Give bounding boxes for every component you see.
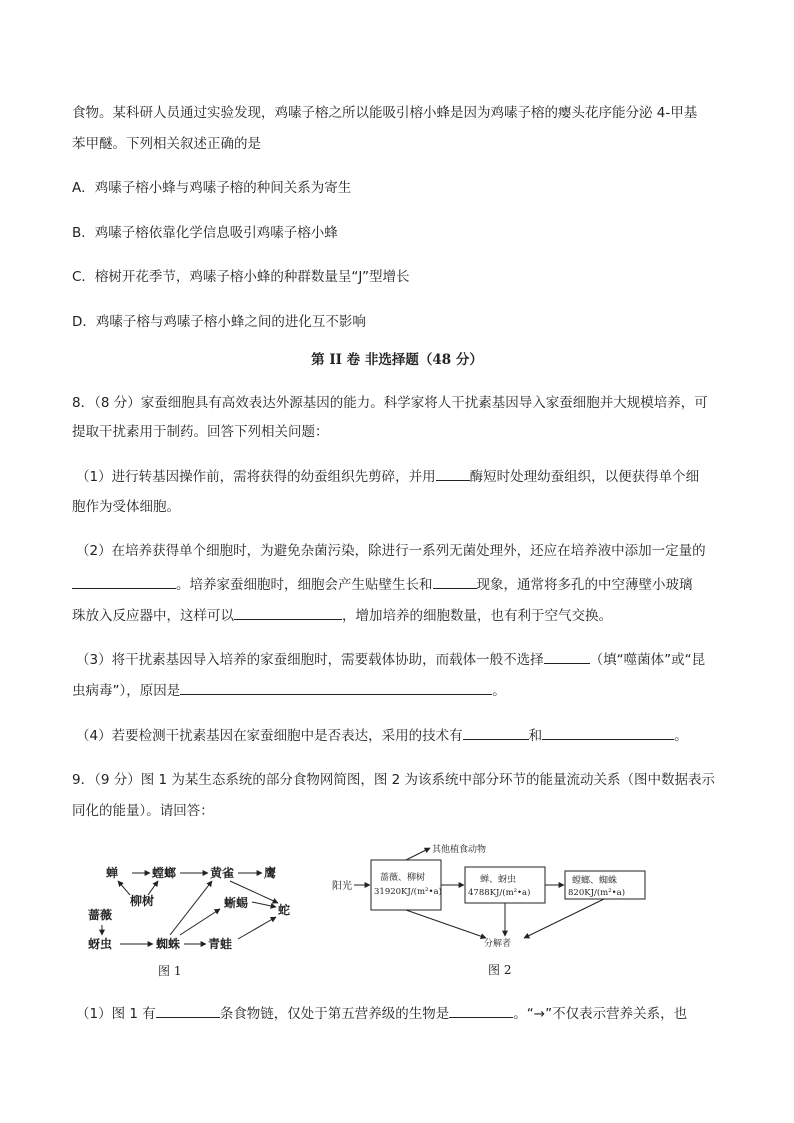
q9-part1-text-b: 条食物链，仅处于第五营养级的生物是 xyxy=(219,1006,450,1022)
fw-mantis: 螳螂 xyxy=(152,866,177,880)
producer-name: 蔷薇、柳树 xyxy=(380,873,426,883)
q8-part3-text-d: 。 xyxy=(492,683,506,699)
q8-part2-text-d: ，增加培养的细胞数量，也有利于空气交换。 xyxy=(342,608,612,624)
fw-frog: 青蛙 xyxy=(208,937,233,951)
q8-part4-text-c: 。 xyxy=(674,728,688,744)
q7-stem-line1: 食物。某科研人员通过实验发现，鸡嗉子榕之所以能吸引榕小蜂是因为鸡嗉子榕的瘿头花序能分泌 4-甲基 xyxy=(72,105,698,121)
fw-oriole: 黄雀 xyxy=(210,866,235,880)
answer-blank[interactable] xyxy=(544,649,590,664)
fw-spider: 蜘蛛 xyxy=(156,937,181,951)
fw-cicada: 蝉 xyxy=(106,866,119,880)
q8-part4-line1 xyxy=(76,725,732,746)
q8-part1-text-a: （1）进行转基因操作前，需将获得的幼蚕组织先剪碎，并用 xyxy=(76,469,436,485)
q8-part2-text-a: 。培养家蚕细胞时，细胞会产生贴壁生长和 xyxy=(176,577,433,593)
answer-blank[interactable] xyxy=(542,725,674,740)
q7-option-c: C．榕树开花季节，鸡嗉子榕小蜂的种群数量呈“J”型增长 xyxy=(72,269,410,285)
secondary-consumer-value: 820KJ/(m²•a) xyxy=(568,888,626,898)
q9-intro-line1: 9．（9 分）图 1 为某生态系统的部分食物网简图，图 2 为该系统中部分环节的能量流动关系（图中数据表示 xyxy=(72,772,716,788)
q9-intro-line2: 同化的能量）。请回答： xyxy=(72,803,214,819)
q7-stem-line2: 苯甲醚。下列相关叙述正确的是 xyxy=(72,136,261,152)
q8-part1-line2: 胞作为受体细胞。 xyxy=(72,499,180,515)
q8-part2-text-c: 珠放入反应器中，这样可以 xyxy=(72,608,234,624)
q9-part1-line1 xyxy=(76,1003,732,1024)
q8-part3-line2 xyxy=(72,680,728,701)
fw-lizard: 蜥蜴 xyxy=(224,896,249,910)
q8-part1-line1 xyxy=(76,466,732,487)
producer-box xyxy=(371,860,441,910)
q8-part3-text-b: （填“噬菌体”或“昆 xyxy=(589,652,706,668)
q8-part3-line1 xyxy=(76,649,732,670)
sunlight-label: 阳光 xyxy=(332,881,352,892)
answer-blank[interactable] xyxy=(72,574,176,589)
fw-rose: 蔷薇 xyxy=(88,908,113,922)
decomposers-label: 分解者 xyxy=(484,939,512,949)
answer-blank[interactable] xyxy=(449,1003,513,1018)
q8-part4-text-b: 和 xyxy=(528,728,543,744)
q8-part1-text-b: 酶短时处理幼蚕组织，以便获得单个细 xyxy=(469,469,700,485)
answer-blank[interactable] xyxy=(463,725,529,740)
q8-part3-text-a: （3）将干扰素基因导入培养的家蚕细胞时，需要载体协助，而载体一般不选择 xyxy=(76,652,544,668)
answer-blank[interactable] xyxy=(180,680,492,695)
fw-eagle: 鹰 xyxy=(264,866,277,880)
primary-consumer-name: 蝉、蚜虫 xyxy=(480,875,517,885)
answer-blank[interactable] xyxy=(156,1003,220,1018)
fig2-caption: 图 2 xyxy=(488,963,512,977)
q8-intro-line1: 8．（8 分）家蚕细胞具有高效表达外源基因的能力。科学家将人干扰素基因导入家蚕细胞并大规模培养，可 xyxy=(72,395,708,411)
other-herbivores-label: 其他植食动物 xyxy=(432,845,487,855)
q8-part2-line1: （2）在培养获得单个细胞时，为避免杂菌污染，除进行一系列无菌处理外，还应在培养液中添加一定量的 xyxy=(76,543,706,559)
q8-part3-text-c: 虫病毒”），原因是 xyxy=(72,683,181,699)
energy-flow-diagram xyxy=(328,838,650,980)
fw-willow: 柳树 xyxy=(130,894,155,908)
q9-part1-text-c: 。“→”不仅表示营养关系，也 xyxy=(513,1006,688,1022)
food-web-diagram xyxy=(78,855,308,980)
q9-part1-text-a: （1）图 1 有 xyxy=(76,1006,156,1022)
answer-blank[interactable] xyxy=(234,605,342,620)
answer-blank[interactable] xyxy=(433,574,477,589)
fig1-caption: 图 1 xyxy=(158,964,182,978)
q8-part2-line3 xyxy=(72,605,728,626)
producer-value: 31920KJ/(m²•a) xyxy=(374,887,442,897)
q8-part4-text-a: （4）若要检测干扰素基因在家蚕细胞中是否表达，采用的技术有 xyxy=(76,728,463,744)
section-title: 第 II 卷 非选择题（48 分） xyxy=(311,352,483,368)
fw-aphid: 蚜虫 xyxy=(88,937,113,951)
q7-option-a: A．鸡嗉子榕小蜂与鸡嗉子榕的种间关系为寄生 xyxy=(72,180,352,196)
secondary-consumer-name: 螳螂、蜘蛛 xyxy=(572,876,618,886)
answer-blank[interactable] xyxy=(436,466,470,481)
q8-part2-text-b: 现象，通常将多孔的中空薄壁小玻璃 xyxy=(476,577,693,593)
fw-snake: 蛇 xyxy=(278,903,291,917)
primary-consumer-value: 4788KJ/(m²•a) xyxy=(468,888,531,898)
q7-option-d: D．鸡嗉子榕与鸡嗉子榕小蜂之间的进化互不影响 xyxy=(72,314,366,330)
q7-option-b: B．鸡嗉子榕依靠化学信息吸引鸡嗉子榕小蜂 xyxy=(72,225,338,241)
q8-part2-line2 xyxy=(72,574,728,595)
q8-intro-line2: 提取干扰素用于制药。回答下列相关问题： xyxy=(72,424,329,440)
